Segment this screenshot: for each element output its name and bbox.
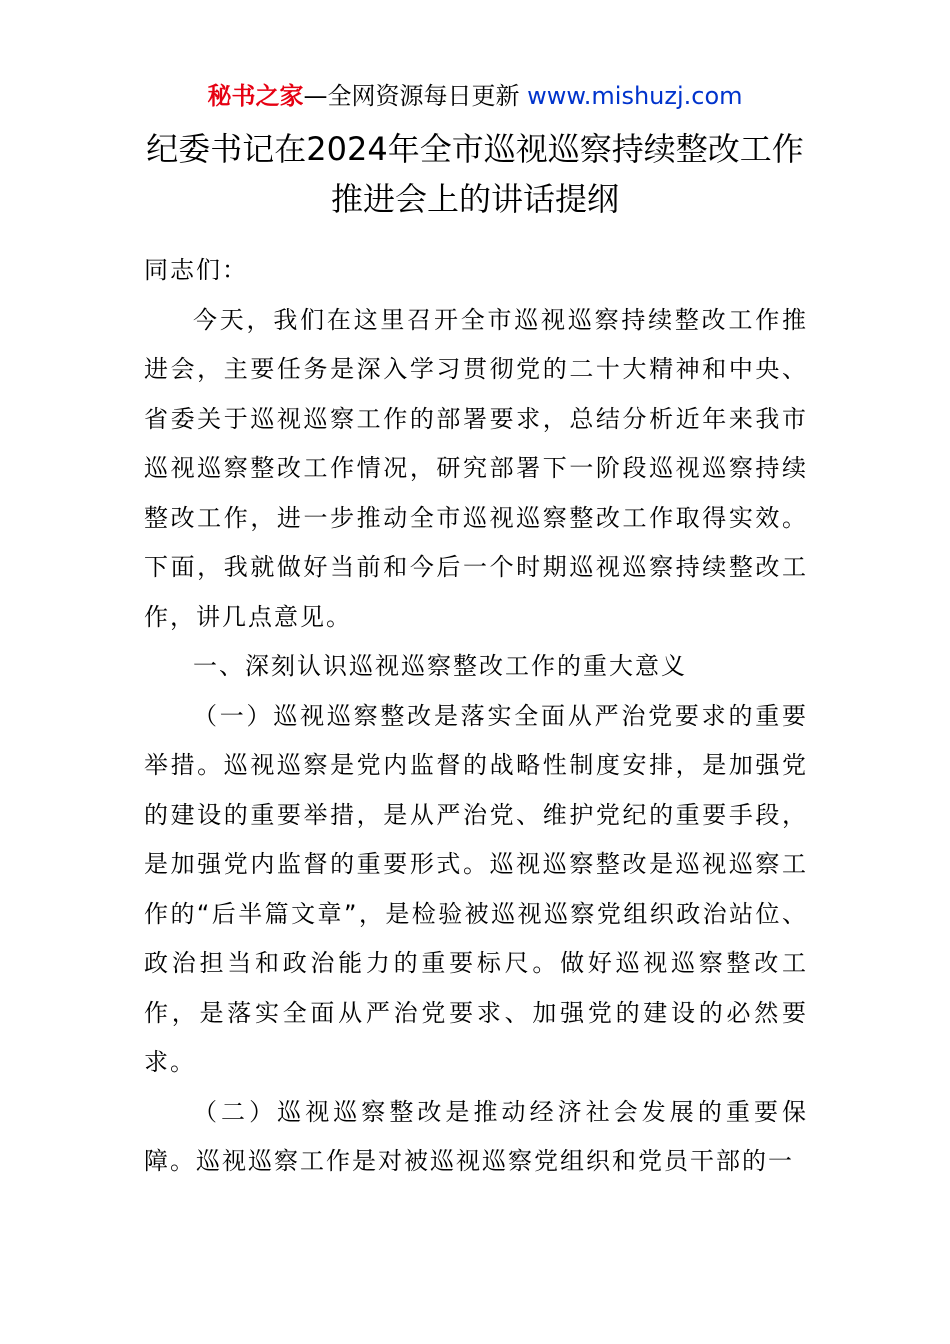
salutation: 同志们： xyxy=(144,256,248,284)
site-url-link[interactable]: www.mishuzj.com xyxy=(527,82,743,110)
brand-name: 秘书之家 xyxy=(207,82,304,110)
title-line-1: 纪委书记在2024年全市巡视巡察持续整改工作 xyxy=(146,130,804,168)
document-body xyxy=(144,246,808,1187)
header-tagline: —全网资源每日更新 xyxy=(303,82,520,110)
title-line-2: 推进会上的讲话提纲 xyxy=(330,180,619,218)
paragraph-point-1: （一）巡视巡察整改是落实全面从严治党要求的重要举措。巡视巡察是党内监督的战略性制度安排，是加强党的建设的重要举措，是从严治党、维护党纪的重要手段，是加强党内监督的重要形式。巡视巡察整改是巡视巡察工作的“后半篇文章”，是检验被巡视巡察党组织政治站位、政治担当和政治能力的重要标尺。做好巡视巡察整改工作，是落实全面从严治党要求、加强党的建设的必然要求。 xyxy=(144,701,808,1076)
site-header xyxy=(0,80,950,112)
section-heading-1: 一、深刻认识巡视巡察整改工作的重大意义 xyxy=(193,652,687,680)
paragraph-point-2: （二）巡视巡察整改是推动经济社会发展的重要保障。巡视巡察工作是对被巡视巡察党组织和党员干部的一 xyxy=(144,1097,808,1175)
document-title xyxy=(0,124,950,224)
paragraph-intro: 今天，我们在这里召开全市巡视巡察持续整改工作推进会，主要任务是深入学习贯彻党的二十大精神和中央、省委关于巡视巡察工作的部署要求，总结分析近年来我市巡视巡察整改工作情况，研究部署下一阶段巡视巡察持续整改工作，进一步推动全市巡视巡察整改工作取得实效。下面，我就做好当前和今后一个时期巡视巡察持续整改工作，讲几点意见。 xyxy=(144,305,808,631)
